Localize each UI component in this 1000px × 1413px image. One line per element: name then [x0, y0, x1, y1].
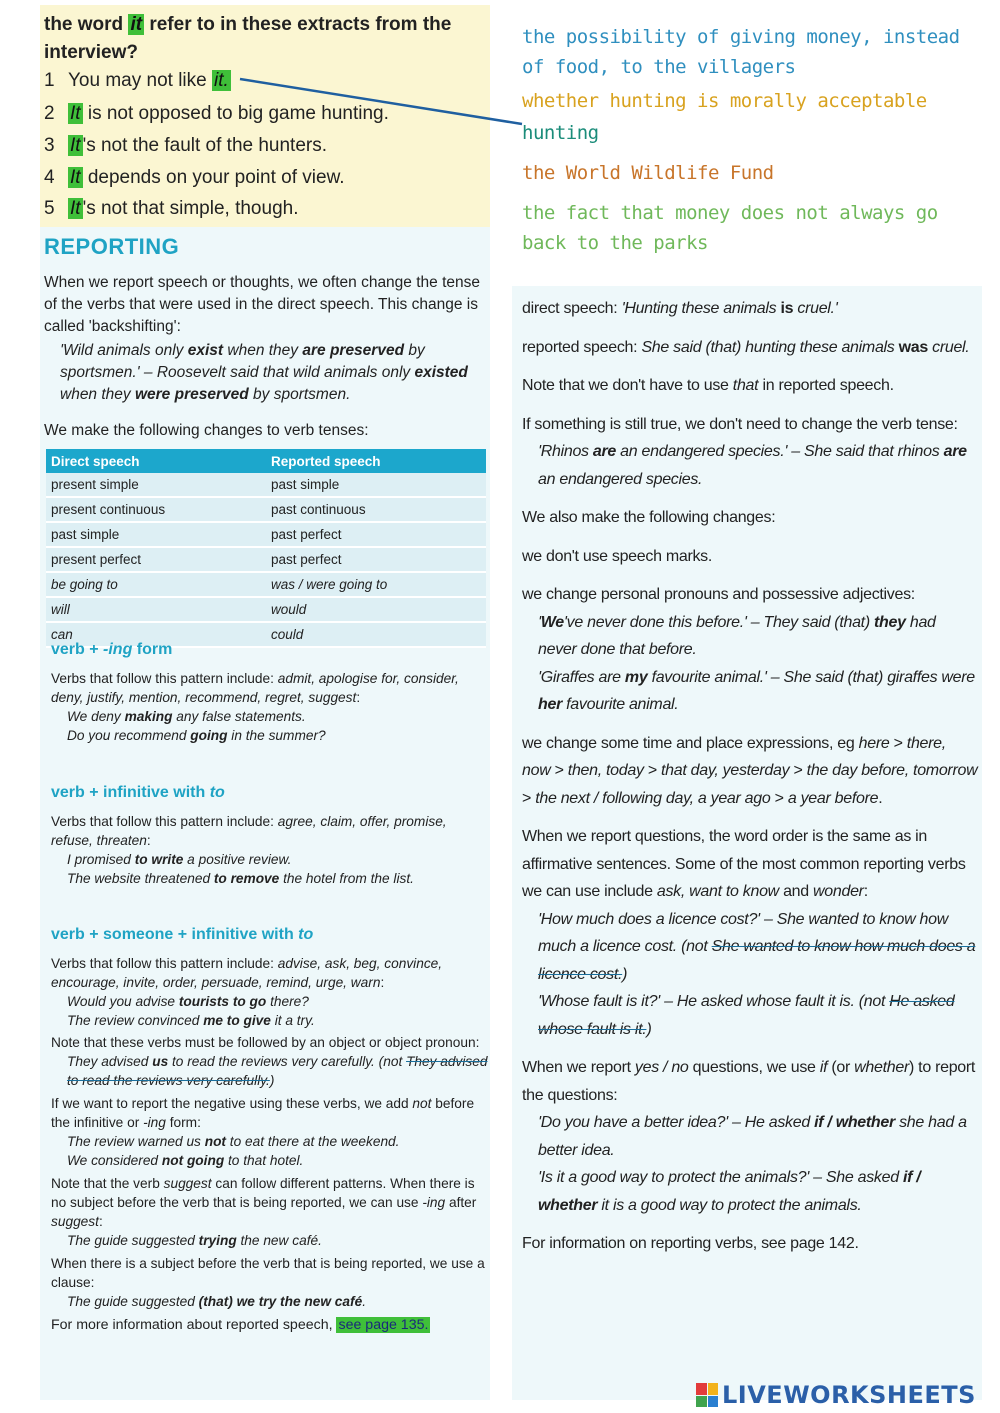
table-row: will would [46, 597, 486, 622]
task-item-1[interactable]: 1 You may not like it. [44, 70, 229, 91]
crossed-out-example: They advised to read the reviews very carefully. [67, 1054, 488, 1088]
it-highlight: it [130, 14, 143, 35]
it-highlight[interactable]: It [70, 198, 81, 219]
infinitive-section: Verbs that follow this pattern include: agree, claim, offer, promise, refuse, threaten: I promised to write a positive review. The website threatened to remove the hotel from the list. [51, 814, 447, 886]
match-connector [240, 79, 522, 124]
it-highlight[interactable]: It [70, 103, 81, 124]
logo-text: LIVEWORKSHEETS [722, 1381, 976, 1409]
changes-intro: We make the following changes to verb tenses: [44, 422, 369, 439]
task-item-4[interactable]: 4 It depends on your point of view. [44, 167, 345, 188]
task-item-5[interactable]: 5 It 's not that simple, though. [44, 198, 299, 219]
table-row: be going to was / were going to [46, 572, 486, 597]
task-item-2[interactable]: 2 It is not opposed to big game hunting. [44, 103, 389, 124]
table-row: present simple past simple [46, 473, 486, 497]
backshift-example: 'Wild animals only exist when they are preserved by sportsmen.' – Roosevelt said that wild animals only existed when they were preserved by sportsmen. [60, 342, 468, 403]
it-highlight[interactable]: It [70, 135, 81, 156]
logo-mark-icon [696, 1383, 718, 1407]
right-column: direct speech: 'Hunting these animals is cruel.' reported speech: She said (that) hunting these animals was cruel. Note that we don't have to use that in reported speech. If something is still true, we don't need to change the verb tense: 'Rhinos are an endangered species.' – She said that rhinos are an endangered species. We also make the following changes: we don't use speech marks. we change personal pronouns and possessive adjectives: 'We've never done this before.' – They said (that) they had never done that before. 'Giraffes are my favourite animal.' – She said (that) giraffes were her favourite animal. we change some time and place expressions, eg here > there, now > then, today > that day, yesterday > the day before, tomorrow > the next / following day, a year ago > a year before. When we report questions, the word order is the same as in affirmative sentences. Some of the most common reporting verbs we can use include ask, want to know and wonder: 'How much does a licence cost?' – She wanted to know how much a licence cost. (not She wanted to know how much does a licence cost.) 'Whose fault is it?' – He asked whose fault it is. (not He asked whose fault is it.) When we report yes / no questions, we use if (or whether) to report the questions: 'Do you have a better idea?' – He asked if / whether she had a better idea. 'Is it a good way to protect the animals?' – She asked if / whether it is a good way to protect the animals. For information on reporting verbs, see page 142. [522, 300, 978, 1252]
page-135-link[interactable]: see page 135. [338, 1317, 429, 1333]
answer-option-2[interactable]: whether hunting is morally acceptable [522, 90, 927, 112]
table-row: can could [46, 622, 486, 647]
someone-infinitive-heading: verb + someone + infinitive with to [51, 926, 314, 943]
task-question: the word it refer to in these extracts from the interview? [44, 14, 452, 63]
table-row: present continuous past continuous [46, 497, 486, 522]
infinitive-heading: verb + infinitive with to [51, 784, 225, 801]
liveworksheets-logo [696, 1380, 976, 1410]
ing-heading: verb + -ing form [51, 641, 173, 658]
crossed-out-example: He asked whose fault is it. [538, 993, 955, 1038]
answer-option-5[interactable]: the fact that money does not always go back to the parks [522, 202, 938, 254]
tense-table [46, 449, 486, 648]
table-header-row [46, 449, 486, 473]
it-highlight[interactable]: It [70, 167, 81, 188]
crossed-out-example: She wanted to know how much does a licence cost. [538, 938, 976, 983]
task-item-3[interactable]: 3 It 's not the fault of the hunters. [44, 135, 328, 156]
it-highlight[interactable]: it. [214, 70, 229, 91]
col-direct-speech: Direct speech [46, 449, 266, 473]
table-row: past simple past perfect [46, 522, 486, 547]
table-row: present perfect past perfect [46, 547, 486, 572]
answer-option-1[interactable]: the possibility of giving money, instead of food, to the villagers [522, 26, 960, 78]
answer-option-4[interactable]: the World Wildlife Fund [522, 162, 774, 184]
answer-option-3[interactable]: hunting [522, 122, 599, 144]
someone-infinitive-section: Verbs that follow this pattern include: advise, ask, beg, convince, encourage, invite, order, persuade, remind, urge, warn: Would you advise tourists to go there? The review convinced me to give it a try. Note that these verbs must be followed by an object or object pronoun: They advised us to read the reviews very carefully. (not They advised to read the reviews very carefully.) If we want to report the negative using these verbs, we add not before the infinitive or -ing form: The review warned us not to eat there at the weekend. We considered not going to that hotel. Note that the verb suggest can follow different patterns. When there is no subject before the verb that is being reported, we can use -ing after suggest: The guide suggested trying the new café. When there is a subject before the verb that is being reported, we use a clause: The guide suggested (that) we try the new café. For more information about reported speech, see page 135. [51, 956, 488, 1333]
reporting-heading: REPORTING [44, 234, 180, 259]
col-reported-speech: Reported speech [266, 449, 486, 473]
reporting-intro: When we report speech or thoughts, we often change the tense of the verbs that were used in the direct speech. This change is called 'backshifting': [44, 274, 480, 335]
ing-section: Verbs that follow this pattern include: admit, apologise for, consider, deny, justify, mention, recommend, regret, suggest: We deny making any false statements. Do you recommend going in the summer? [51, 671, 459, 743]
